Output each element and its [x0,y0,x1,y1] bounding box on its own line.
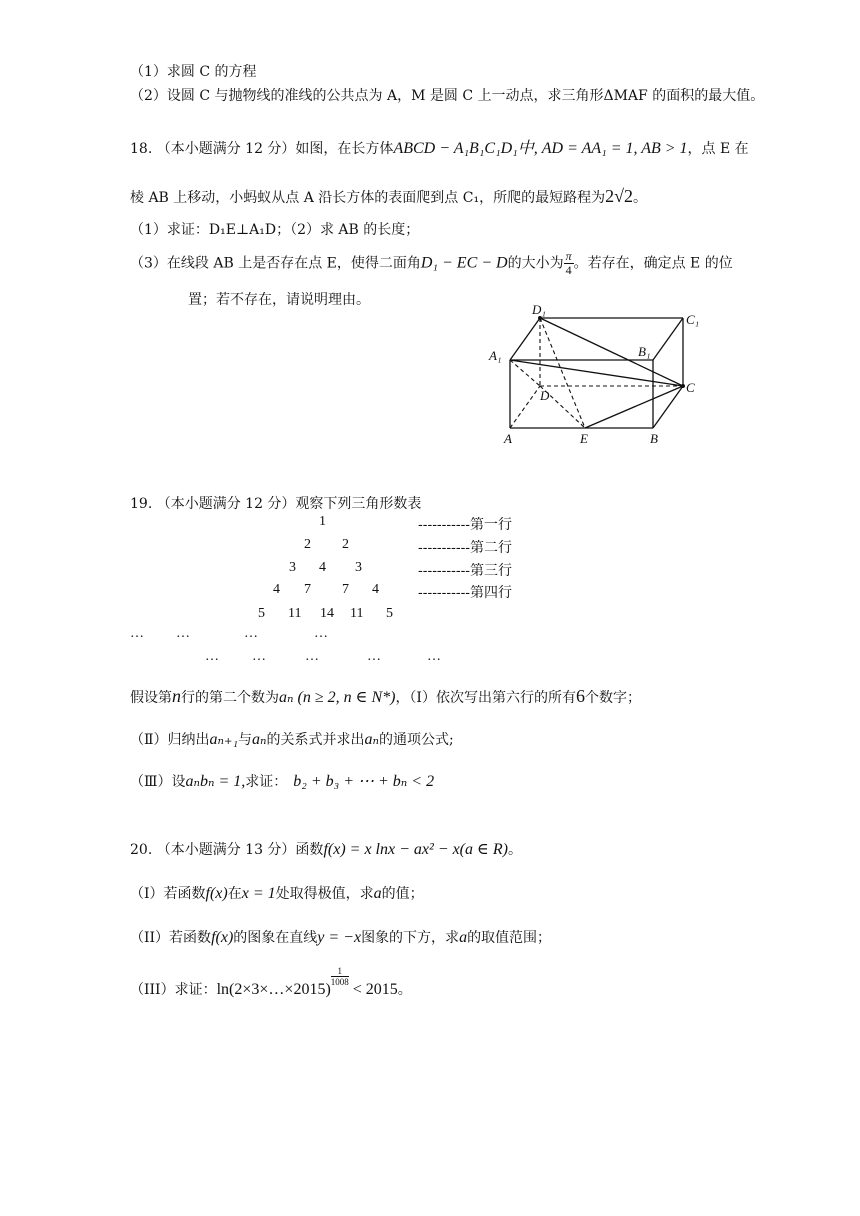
q20-p3-suffix: 。 [397,982,412,998]
q20-p2-prefix: （II）若函数 [130,930,212,946]
q18-line2-suffix: 。 [632,190,647,206]
q19-part3-mid: 求证： [245,774,288,790]
label-A1: A₁ [489,348,502,363]
q20-p3-prefix: （III）求证： [130,982,217,998]
q19-n: n [172,686,181,706]
q20-line1 [130,840,522,860]
row-label-4: -----------第四行 [418,585,513,601]
tri-r3-n1: 3 [289,560,296,575]
q18-line4-suffix: 。若存在，确定点 E 的位 [573,255,733,272]
q20-x1: x = 1 [241,885,276,902]
q20-function: f(x) = x lnx − ax² − x(a ∈ R) [323,841,508,858]
q18-part3-text: （3）在线段 AB 上是否存在点 E，使得二面角 [130,255,421,272]
q20-part3 [130,966,412,1001]
dots-2-a: … [205,649,219,664]
q19-anbn: aₙbₙ = 1, [185,773,246,790]
tri-r5-n4: 11 [350,606,364,621]
row-label-3: -----------第三行 [418,563,513,579]
q20-p1-mid2: 处取得极值，求 [275,886,374,902]
q19-part3 [130,772,434,792]
label-B: B [650,431,658,446]
q20-bound: < 2015 [352,981,398,998]
q19-six: 6 [575,686,585,706]
exp-numerator: 1 [331,966,349,977]
q19-assume-mid: 行的第二个数为 [181,690,279,706]
q20-p1-prefix: （I）若函数 [130,886,206,902]
label-D1: D₁ [532,302,546,317]
tri-r4-n4: 4 [372,582,379,597]
dots-2-d: … [367,649,381,664]
q20-ln-product: ln(2×3×…×2015) [216,981,331,998]
frac-numerator: π [565,249,572,263]
q18-line3: （1）求证：D₁E⊥A₁D；（2）求 AB 的长度； [130,222,420,238]
q17-part1: （1）求圆 C 的方程 [130,64,257,80]
q20-fx-b: f(x) [211,929,234,946]
row-label-2: -----------第二行 [418,540,513,556]
dots-1-b: … [176,626,190,641]
tri-r4-n1: 4 [273,582,280,597]
label-C1: C₁ [686,312,700,327]
q18-line1 [130,139,749,159]
dots-1-a: … [130,626,144,641]
q20-p2-mid: 的图象在直线 [233,930,318,946]
q18-line4-mid: 的大小为 [507,255,564,272]
q20-part1 [130,884,424,904]
tri-r4-n3: 7 [342,582,349,597]
q20-line1-suffix: 。 [507,842,522,858]
tri-r3-n2: 4 [319,560,326,575]
q19-assume-end: 个数字； [584,690,641,706]
frac-denominator: 4 [565,263,572,277]
q17-part2: （2）设圆 C 与抛物线的准线的公共点为 A，M 是圆 C 上一动点，求三角形ΔMAF 的面积的最大值。 [130,88,765,104]
q18-line1-suffix: ，点 E 在 [687,141,749,157]
q18-intro: 18. （本小题满分 12 分）如图，在长方体 [130,141,394,157]
point-C [681,384,685,388]
tri-r1-n1: 1 [319,514,326,529]
q18-dihedral: D₁ − EC − D [420,254,508,272]
tri-r4-n2: 7 [304,582,311,597]
q19-an-def: aₙ (n ≥ 2, n ∈ N*) [279,689,396,706]
edge-D1E-hidden [540,318,585,428]
q20-p1-mid: 在 [227,886,242,902]
label-D: D [540,388,550,403]
label-C: C [686,380,695,395]
q19-part2-prefix: （Ⅱ）归纳出 [130,732,210,748]
q19-part3-prefix: （Ⅲ）设 [130,774,186,790]
q18-pi-over-4 [564,250,574,277]
q19-intro: 19. （本小题满分 12 分）观察下列三角形数表 [130,496,422,512]
q18-line2-text: 棱 AB 上移动，小蚂蚁从点 A 沿长方体的表面爬到点 C₁，所爬的最短路程为 [130,190,606,206]
tri-r5-n1: 5 [258,606,265,621]
q19-part2-mid: 的关系式并求出 [266,732,365,748]
tri-r3-n3: 3 [355,560,362,575]
q20-fx-a: f(x) [205,885,228,902]
dots-2-e: … [427,649,441,664]
tri-r5-n2: 11 [288,606,302,621]
q20-line-y: y = −x [317,929,362,946]
q19-inequality: b₂ + b₃ + ⋯ + bₙ < 2 [293,773,435,790]
q18-shortest-path: 2√2 [605,186,633,206]
q20-part2 [130,928,551,948]
q20-exponent [331,966,349,987]
q19-an-b: aₙ [364,731,379,748]
dots-1-c: … [244,626,258,641]
label-A: A [504,431,512,446]
exp-denominator: 1008 [330,977,349,987]
q19-part2-suffix: 的通项公式; [378,732,454,748]
q18-math-cuboid: ABCD − A₁B₁C₁D₁中, AD = AA₁ = 1, AB > 1 [393,140,688,157]
edge-A1D1 [510,318,540,360]
label-B1: B₁ [638,344,651,359]
q20-intro: 20. （本小题满分 13 分）函数 [130,842,324,858]
tri-r2-n1: 2 [304,537,311,552]
tri-r5-n3: 14 [320,606,334,621]
q19-assume-prefix: 假设第 [130,690,172,706]
q18-line2 [130,186,647,208]
q20-a-a: a [373,885,382,902]
tri-r5-n5: 5 [386,606,393,621]
q20-p2-suffix: 的取值范围； [467,930,552,946]
q19-part2-with: 与 [238,732,253,748]
q18-line5: 置；若不存在，请说明理由。 [188,292,370,308]
q19-an-a: aₙ [252,731,267,748]
q19-part1: ，（Ⅰ）依次写出第六行的所有 [395,690,576,706]
q20-a-b: a [459,929,468,946]
row-label-1: -----------第一行 [418,517,513,533]
dots-2-b: … [252,649,266,664]
dots-2-c: … [305,649,319,664]
edge-AD-hidden [510,386,540,428]
q19-assume [130,686,641,708]
cuboid-figure [478,300,708,450]
q20-p2-mid2: 图象的下方，求 [361,930,460,946]
q19-an1: aₙ₊₁ [209,731,239,748]
tri-r2-n2: 2 [342,537,349,552]
edge-B1C1 [653,318,683,360]
label-E: E [580,431,588,446]
q19-part2 [130,730,454,750]
dots-1-d: … [314,626,328,641]
q20-p1-suffix: 的值； [381,886,424,902]
q18-line4 [130,250,733,277]
